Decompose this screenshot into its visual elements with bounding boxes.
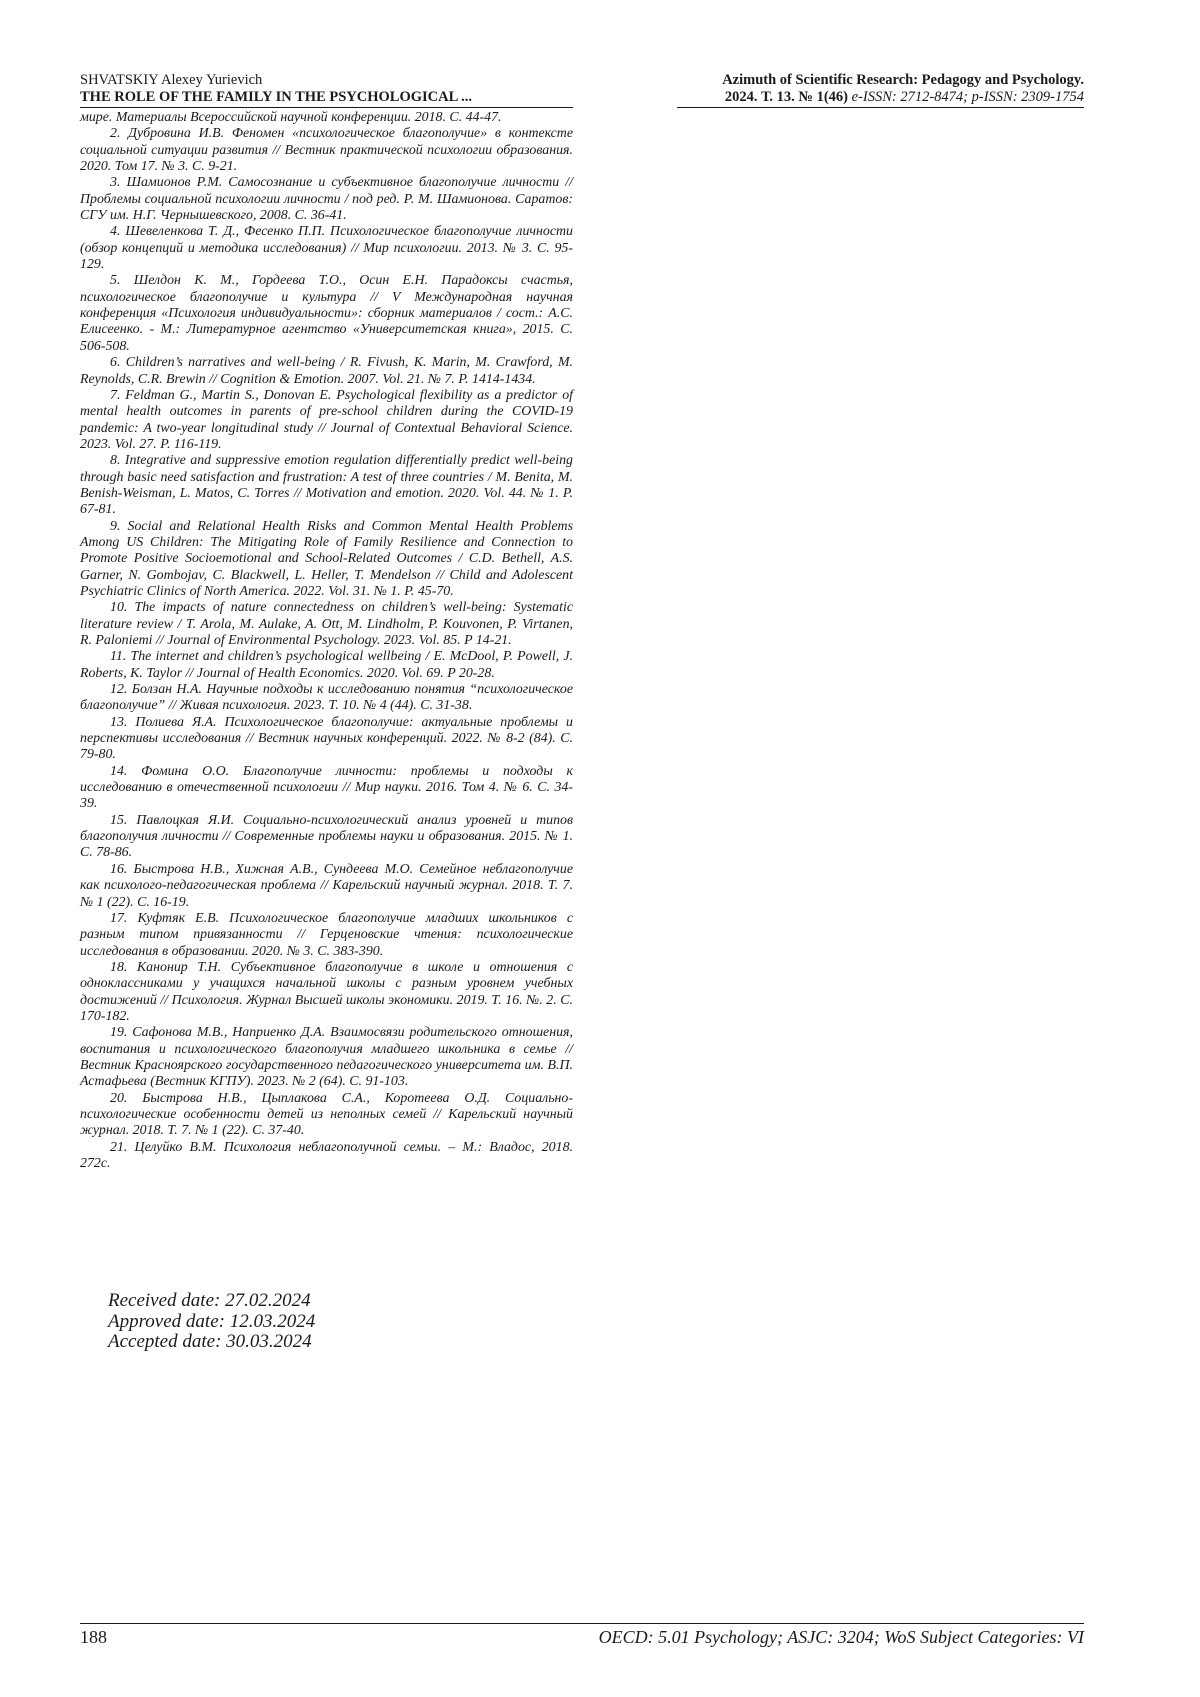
reference-item: 14. Фомина О.О. Благополучие личности: проблемы и подходы к исследованию в отечественной психологии // Мир науки. 2016. Том 4. № 6. С. 34-39. [80, 763, 573, 812]
header-article-title: THE ROLE OF THE FAMILY IN THE PSYCHOLOGICAL ... [80, 89, 472, 105]
reference-item: 3. Шамионов Р.М. Самосознание и субъективное благополучие личности // Проблемы социальной психологии личности / под ред. Р. М. Шамионова. Саратов: СГУ им. Н.Г. Чернышевского, 2008. С. 36-41. [80, 175, 573, 224]
reference-item: 11. The internet and children’s psychological wellbeing / E. McDool, P. Powell, J. Roberts, K. Taylor // Journal of Health Economics. 2020. Vol. 69. P 20-28. [80, 649, 573, 681]
article-dates [108, 1291, 315, 1353]
reference-item: 9. Social and Relational Health Risks and Common Mental Health Problems Among US Children: The Mitigating Role of Family Resilience and Connection to Promote Positive Socioemotional and School-Related Outcomes / C.D. Bethell, A.S. Garner, N. Gombojav, C. Blackwell, L. Heller, T. Mendelson // Child and Adolescent Psychiatric Clinics of North America. 2022. Vol. 31. № 1. P. 45-70. [80, 518, 573, 599]
reference-list [80, 110, 573, 1172]
reference-item: 7. Feldman G., Martin S., Donovan E. Psychological flexibility as a predictor of mental health outcomes in parents of pre-school children during the COVID-19 pandemic: A two-year longitudinal study // Journal of Contextual Behavioral Science. 2023. Vol. 27. P. 116-119. [80, 387, 573, 452]
reference-item: 10. The impacts of nature connectedness on children’s well-being: Systematic literature review / T. Arola, M. Aulake, A. Ott, M. Lindholm, P. Kouvonen, P. Virtanen, R. Paloniemi // Journal of Environmental Psychology. 2023. Vol. 85. P 14-21. [80, 600, 573, 648]
reference-item: 21. Целуйко В.М. Психология неблагополучной семьи. – М.: Владос, 2018. 272с. [80, 1139, 573, 1171]
reference-item: 20. Быстрова Н.В., Цыплакова С.А., Коротеева О.Д. Социально-психологические особенности детей из неполных семей // Карельский научный журнал. 2018. Т. 7. № 1 (22). С. 37-40. [80, 1090, 573, 1139]
header-author: SHVATSKIY Alexey Yurievich [80, 72, 263, 88]
subject-categories: OECD: 5.01 Psychology; ASJC: 3204; WoS Subject Categories: VI [598, 1627, 1084, 1647]
reference-item: 12. Болзан Н.А. Научные подходы к исследованию понятия “психологическое благополучие” // Живая психология. 2023. Т. 10. № 4 (44). С. 31-38. [80, 682, 573, 714]
header-issn: e-ISSN: 2712-8474; p-ISSN: 2309-1754 [848, 89, 1084, 105]
reference-item: 4. Шевеленкова Т. Д., Фесенко П.П. Психологическое благополучие личности (обзор концепций и методика исследования) // Мир психологии. 2013. № 3. С. 95-129. [80, 224, 573, 273]
reference-item: 5. Шелдон К. М., Гордеева Т.О., Осин Е.Н. Парадоксы счастья, психологическое благополучие и культура // V Международная научная конференция «Психология индивидуальности»: сборник материалов / сост.: А.С. Елисеенко. - М.: Литературное агентство «Университетская книга», 2015. С. 506-508. [80, 273, 573, 354]
approved-date: Approved date: 12.03.2024 [108, 1310, 316, 1332]
header-issue-line [722, 89, 1084, 106]
reference-item: 16. Быстрова Н.В., Хижная А.В., Сундеева М.О. Семейное неблагополучие как психолого-педагогическая проблема // Карельский научный журнал. 2018. Т. 7. № 1 (22). С. 16-19. [80, 861, 573, 910]
header-issue-number: 2024. Т. 13. № 1(46) [724, 89, 848, 105]
received-date: Received date: 27.02.2024 [108, 1290, 311, 1311]
footer-rule [80, 1623, 1084, 1624]
reference-item: 15. Павлоцкая Я.И. Социально-психологический анализ уровней и типов благополучия личности // Современные проблемы науки и образования. 2015. № 1. С. 78-86. [80, 812, 573, 861]
reference-item: мире. Материалы Всероссийской научной конференции. 2018. С. 44-47. [80, 110, 502, 125]
reference-item: 13. Полиева Я.А. Психологическое благополучие: актуальные проблемы и перспективы исследования // Вестник научных конференций. 2022. № 8-2 (84). С. 79-80. [80, 714, 573, 763]
reference-item: 17. Куфтяк Е.В. Психологическое благополучие младших школьников с разным типом привязанности // Герценовские чтения: психологические исследования в образовании. 2020. № 3. С. 383-390. [80, 910, 573, 959]
header-rule-right [677, 107, 1084, 108]
reference-item: 18. Канонир Т.Н. Субъективное благополучие в школе и отношения с одноклассниками у учащихся начальной школы с разным уровнем учебных достижений // Психология. Журнал Высшей школы экономики. 2019. Т. 16. №. 2. С. 170-182. [80, 959, 573, 1024]
running-header-right [722, 72, 1084, 106]
accepted-date: Accepted date: 30.03.2024 [108, 1331, 312, 1352]
page-number: 188 [80, 1627, 107, 1647]
reference-item: 19. Сафонова М.В., Наприенко Д.А. Взаимосвязи родительского отношения, воспитания и психологического благополучия младшего школьника в семье // Вестник Красноярского государственного педагогического университета им. В.П. Астафьева (Вестник КГПУ). 2023. № 2 (64). С. 91-103. [80, 1025, 573, 1090]
reference-item: 8. Integrative and suppressive emotion regulation differentially predict well-being through basic need satisfaction and frustration: A test of three countries / M. Benita, M. Benish-Weisman, L. Matos, C. Torres // Motivation and emotion. 2020. Vol. 44. № 1. P. 67-81. [80, 453, 573, 518]
header-rule-left [80, 107, 573, 108]
reference-item: 6. Children’s narratives and well-being / R. Fivush, K. Marin, M. Crawford, M. Reynolds, C.R. Brewin // Cognition & Emotion. 2007. Vol. 21. № 7. P. 1414-1434. [80, 355, 573, 387]
header-journal-name: Azimuth of Scientific Research: Pedagogy and Psychology. [722, 72, 1084, 88]
reference-item: 2. Дубровина И.В. Феномен «психологическое благополучие» в контексте социальной ситуации развития // Вестник практической психологии образования. 2020. Том 17. № 3. С. 9-21. [80, 126, 573, 175]
running-header-left [80, 72, 600, 106]
